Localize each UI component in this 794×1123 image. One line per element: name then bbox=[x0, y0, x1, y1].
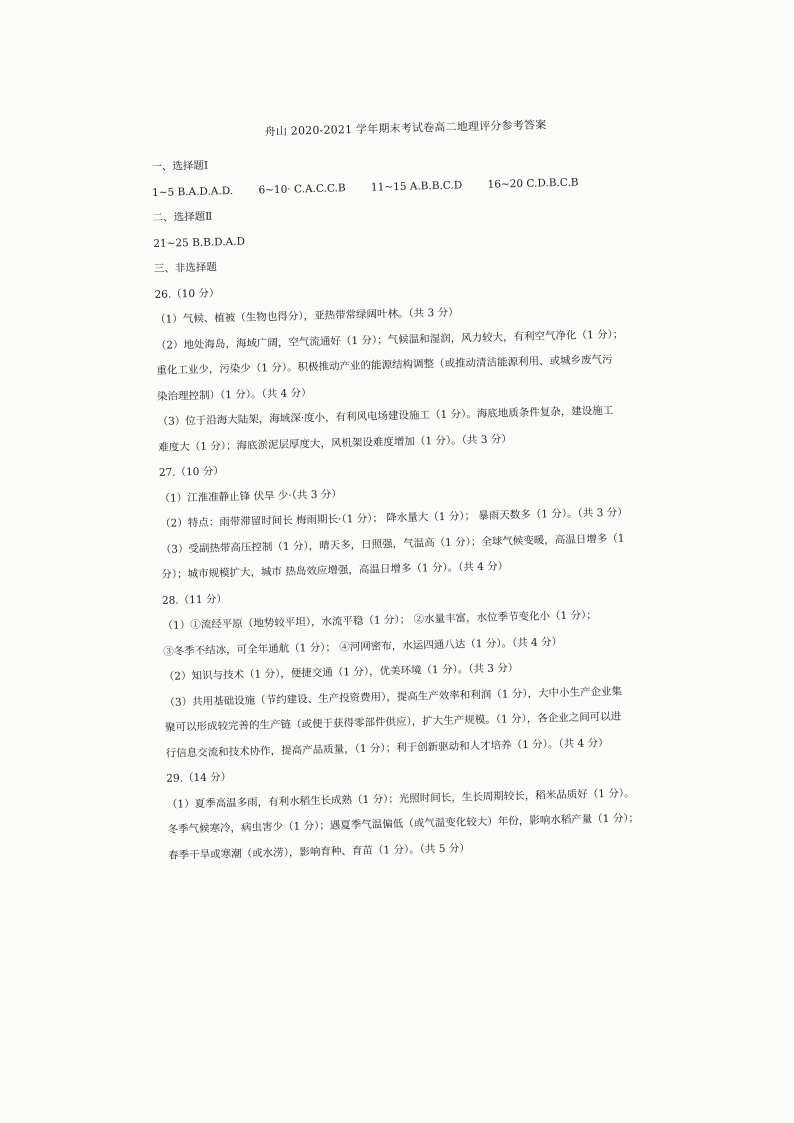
answer-line: 28.（11 分） bbox=[161, 592, 228, 607]
answer-line: ③冬季不结冰，可全年通航（1 分）； ④河网密布，水运四通八达（1 分）。（共 4 分） bbox=[163, 635, 563, 658]
answer-line: 染治理控制）（1 分）。（共 4 分） bbox=[156, 386, 312, 403]
answer-line: （1）气候、植被（生物也得分），亚热带常绿阔叶林。（共 3 分） bbox=[154, 306, 459, 326]
mcq-group: 21~25 B.B.D.A.D bbox=[153, 235, 246, 250]
answer-line: 重化工业少，污染少（1 分）。积极推动产业的能源结构调整（或推动清洁能源利用、或城乡废气污 bbox=[156, 353, 613, 377]
answer-line: 难度大（1 分）；海底淤泥层厚度大，风机架设难度增加（1 分）。（共 3 分） bbox=[158, 432, 512, 454]
answer-line: （2）特点：雨带滞留时间长 梅雨期长·（1 分）； 降水量大（1 分）； 暴雨天数多（1 分）。（共 3 分） bbox=[159, 506, 628, 530]
answer-line: 分）；城市规模扩大，城市 热岛效应增强，高温日增多（1 分）。（共 4 分） bbox=[161, 560, 509, 581]
section-heading-mcq2: 二、选择题Ⅱ bbox=[152, 210, 213, 224]
document-title: 舟山 2020-2021 学年期末考试卷高二地理评分参考答案 bbox=[264, 118, 547, 139]
answer-line: 春季干旱或寒潮（或水涝），影响育种、育苗（1 分）。（共 5 分） bbox=[168, 841, 470, 862]
answer-sheet bbox=[150, 98, 669, 874]
answer-body bbox=[154, 275, 668, 862]
mcq2-answers bbox=[153, 224, 653, 250]
answer-line: 27.（10 分） bbox=[158, 465, 224, 479]
section-heading-mcq1: 一、选择题Ⅰ bbox=[151, 159, 209, 173]
mcq-group: 1~5 B.A.D.A.D. bbox=[151, 184, 234, 199]
answer-line: 行信息交流和技术协作，提高产品质量，（1 分）；利于创新驱动和人才培养（1 分）。（共 4 分） bbox=[165, 736, 609, 760]
mcq1-answers bbox=[152, 173, 652, 199]
answer-line: （1）夏季高温多雨，有利水稻生长成熟（1 分）；光照时间长，生长周期较长，稻米品质好（1 分）。 bbox=[166, 786, 635, 811]
mcq-group: 11~15 A.B.B.C.D bbox=[370, 178, 463, 194]
answer-line: （2）地处海岛，海域广阔，空气流通好（1 分）；气候温和湿润，风力较大，有利空气净化（1 分）； bbox=[155, 328, 624, 352]
answer-line: （1）江淮准静止锋 伏旱 少·（共 3 分） bbox=[159, 487, 342, 505]
answer-line: 29.（14 分） bbox=[166, 771, 232, 785]
mcq-group: 6~10· C.A.C.C.B bbox=[258, 181, 346, 196]
answer-line: 聚可以形成较完善的生产链（或便于获得零部件供应），扩大生产规模。（1 分），各企业之间可以进 bbox=[164, 710, 622, 734]
mcq-group: 16~20 C.D.B.C.B bbox=[487, 176, 579, 191]
answer-line: （3）位于沿海大陆架，海域深·度小，有利风电场建设施工（1 分）。海底地质条件复杂，建设施工 bbox=[157, 404, 614, 428]
section-heading-open: 三、非选择题 bbox=[153, 261, 218, 275]
answer-line: （2）知识与技术（1 分），便捷交通（1 分），优美环境（1 分）。（共 3 分） bbox=[163, 662, 519, 683]
answer-line: （1）①流经平原（地势较平坦），水流平稳（1 分）； ②水量丰富，水位季节变化小（1 分）； bbox=[162, 609, 597, 632]
answer-line: （3）受副热带高压控制（1 分），晴天多，日照强，气温高（1 分）；全球气候变暖，高温日增多（1 bbox=[160, 532, 625, 556]
answer-line: 26.（10 分） bbox=[154, 286, 220, 301]
answer-line: （3）共用基础设施（节约建设、生产投资费用），提高生产效率和利润（1 分），大中小生产企业集 bbox=[164, 685, 623, 709]
answer-line: 冬季气候寒冷，病虫害少（1 分）；遇夏季气温偏低（或气温变化较大）年份，影响水稻产量（1 分）； bbox=[167, 812, 640, 836]
